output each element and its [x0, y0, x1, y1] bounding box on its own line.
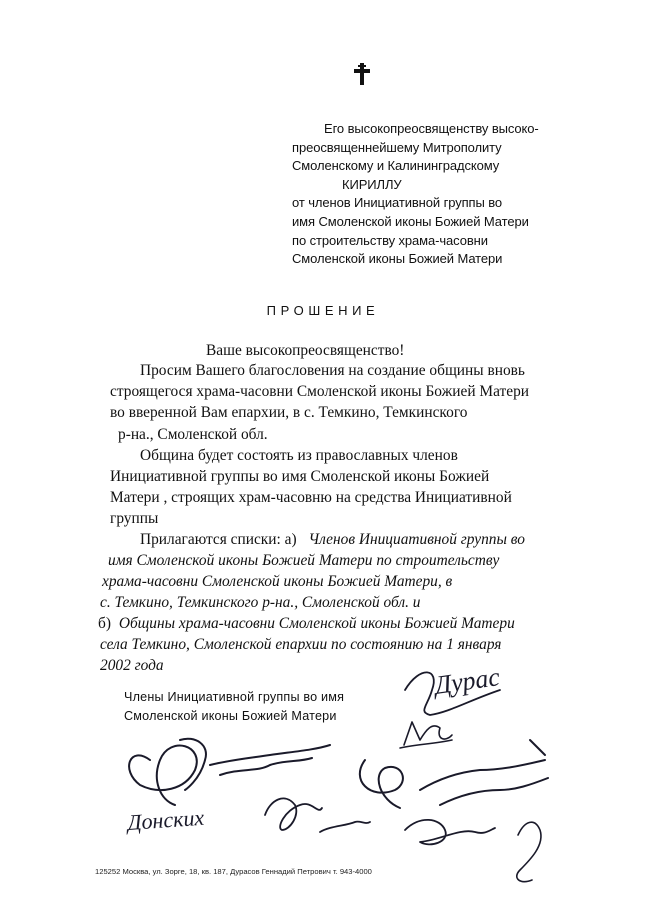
body-line: во вверенной Вам епархии, в с. Темкино, Темкинского — [110, 404, 468, 421]
attachments-item-b: Общины храма-часовни Смоленской иконы Божией Матери — [118, 615, 515, 632]
body-line: строящегося храма-часовни Смоленской иконы Божией Матери — [110, 383, 530, 400]
attachments-line — [98, 615, 515, 633]
signature-bottom — [405, 820, 495, 845]
orthodox-cross-icon — [352, 63, 372, 85]
signature-right-vertical — [517, 822, 541, 881]
signature-small-1 — [400, 722, 452, 748]
body-line: группы — [110, 510, 159, 527]
attachments-line: с. Темкино, Темкинского р-на., Смоленской обл. и — [100, 594, 421, 611]
greeting: Ваше высокопреосвященство! — [206, 342, 405, 359]
addressee-line: Смоленскому и Калининградскому — [292, 158, 500, 174]
attachments-line: села Темкино, Смоленской епархии по состоянию на 1 января — [100, 636, 502, 653]
signature-text: Донских — [126, 804, 205, 835]
body-line: Матери , строящих храм-часовню на средства Инициативной — [110, 489, 512, 506]
attachments-intro: Прилагаются списки: а) — [140, 531, 297, 548]
signature-large-right — [360, 740, 548, 808]
document-title: ПРОШЕНИЕ — [266, 303, 380, 318]
addressee-name: КИРИЛЛУ — [342, 176, 402, 192]
addressee-line: Смоленской иконы Божией Матери — [292, 251, 503, 267]
attachments-line: храма-часовни Смоленской иконы Божией Матери, в — [102, 573, 453, 590]
body-line: Община будет состоять из православных членов — [140, 447, 458, 464]
addressee-block — [292, 120, 592, 269]
body-line: Инициативной группы во имя Смоленской иконы Божией — [110, 468, 490, 485]
attachments-item-a: Членов Инициативной группы во — [308, 531, 525, 548]
signature-donskikh — [125, 805, 206, 835]
signature-durasov — [405, 662, 502, 715]
body-line: р-на., Смоленской обл. — [118, 426, 268, 443]
attachments-line — [140, 531, 525, 549]
members-caption — [124, 688, 344, 725]
members-line: Члены Инициативной группы во имя — [124, 690, 345, 704]
signature-middle — [265, 798, 370, 832]
members-line: Смоленской иконы Божией Матери — [124, 708, 337, 723]
body-line: Просим Вашего благословения на создание общины вновь — [140, 362, 525, 379]
addressee-line: от членов Инициативной группы во — [292, 195, 503, 211]
addressee-line: имя Смоленской иконы Божией Матери — [292, 213, 529, 229]
signature-text: Дурас — [432, 662, 502, 700]
footer-address: 125252 Москва, ул. Зорге, 18, кв. 187, Дурасов Геннадий Петрович т. 943-4000 — [95, 867, 372, 876]
addressee-line: Его высокопреосвященству высоко- — [324, 121, 539, 136]
addressee-line: по строительству храма-часовни — [292, 232, 488, 248]
attachments-b-label: б) — [98, 615, 111, 632]
attachments-line: имя Смоленской иконы Божией Матери по строительству — [108, 552, 500, 569]
attachments-line: 2002 года — [100, 657, 164, 674]
addressee-line: преосвященнейшему Митрополиту — [292, 139, 502, 155]
signature-large-left — [129, 739, 330, 805]
